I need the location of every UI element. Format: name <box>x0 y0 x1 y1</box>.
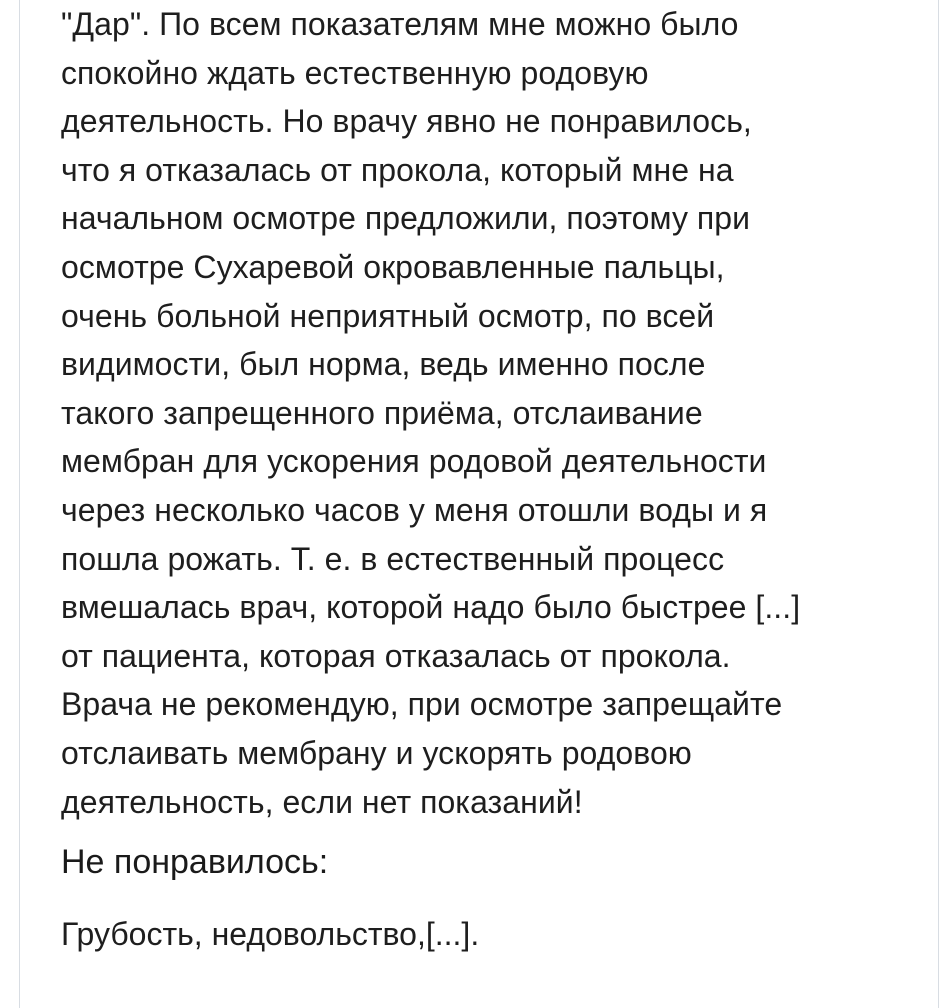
review-line: спокойно ждать естественную родовую <box>61 54 649 91</box>
review-line: осмотре Сухаревой окровавленные пальцы, <box>61 248 725 285</box>
dislikes-text: Грубость, недовольство,[...]. <box>61 916 480 952</box>
dislikes-heading: Не понравилось: <box>61 843 329 881</box>
review-line: "Дар". По всем показателям мне можно было <box>61 6 739 42</box>
review-line: начальном осмотре предложили, поэтому при <box>61 200 751 237</box>
review-line: деятельность. Но врачу явно не понравилось, <box>61 103 752 140</box>
review-text <box>61 0 921 826</box>
review-line: очень больной неприятный осмотр, по всей <box>61 297 715 334</box>
review-line: Врача не рекомендую, при осмотре запрещайте <box>61 686 783 723</box>
review-line: через несколько часов у меня отошли воды и я <box>61 491 768 528</box>
review-line: такого запрещенного приёма, отслаивание <box>61 394 703 431</box>
review-line: деятельность, если нет показаний! <box>61 783 583 820</box>
review-line: вмешалась врач, которой надо было быстрее [...] <box>61 589 801 626</box>
review-line: видимости, был норма, ведь именно после <box>61 346 706 383</box>
review-line: отслаивать мембрану и ускорять родовою <box>61 734 692 771</box>
review-line: что я отказалась от прокола, который мне на <box>61 151 734 188</box>
review-line: пошла рожать. Т. е. в естественный процесс <box>61 540 725 577</box>
review-line: от пациента, которая отказалась от прокола. <box>61 637 731 674</box>
review-line: мембран для ускорения родовой деятельности <box>61 443 767 480</box>
